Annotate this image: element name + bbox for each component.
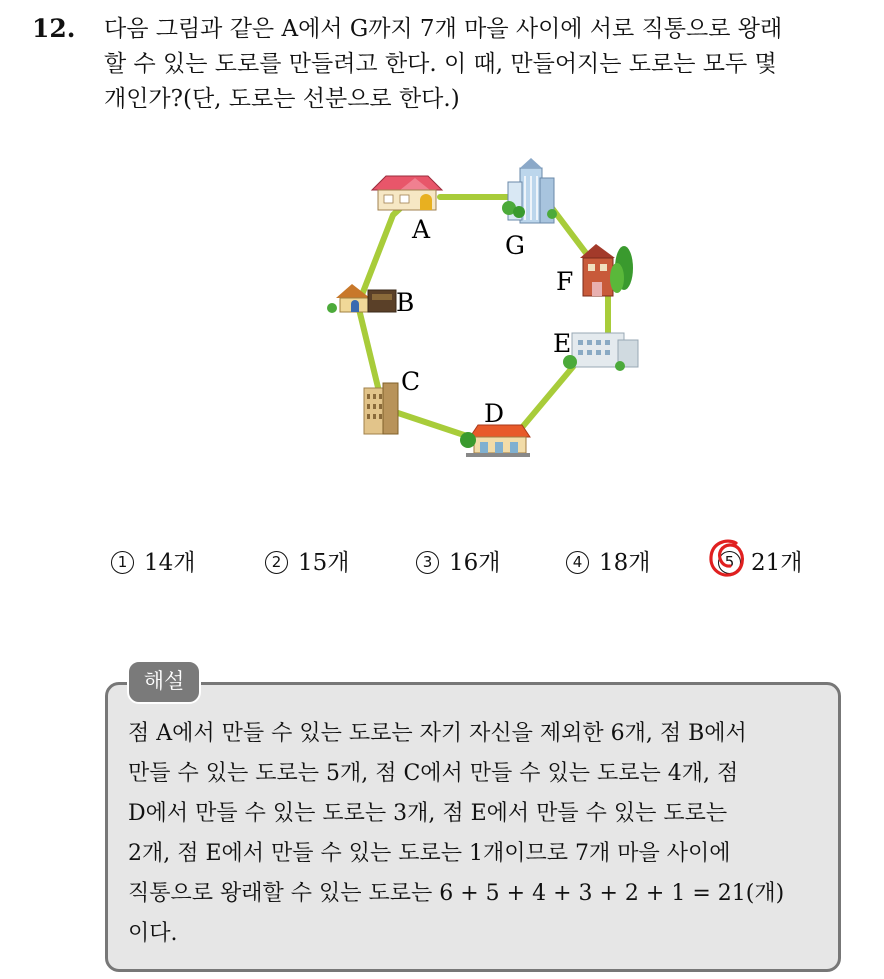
choice-text: 16개 [449, 550, 501, 576]
village-c-label: C [401, 367, 421, 396]
village-f-label: F [556, 267, 574, 296]
choice-text: 21개 [751, 550, 803, 576]
village-a-label: A [412, 215, 431, 244]
answer-choices [0, 540, 884, 580]
solution-line: 점 A에서 만들 수 있는 도로는 자기 자신을 제외한 6개, 점 B에서 [128, 721, 747, 746]
village-c-building-icon [364, 383, 398, 434]
question-line: 다음 그림과 같은 A에서 G까지 7개 마을 사이에 서로 직통으로 왕래 [104, 16, 783, 42]
solution-line: 만들 수 있는 도로는 5개, 점 C에서 만들 수 있는 도로는 4개, 점 [128, 761, 739, 786]
choice-number-icon: 1 [111, 551, 134, 574]
solution-text [128, 714, 828, 954]
choice-number-icon: 2 [265, 551, 288, 574]
choice-number-icon: 5 [718, 551, 741, 574]
village-d-house-icon [460, 425, 530, 457]
solution-line: D에서 만들 수 있는 도로는 3개, 점 E에서 만들 수 있는 도로는 [128, 801, 728, 826]
village-road-figure [300, 150, 660, 470]
village-d-label: D [484, 399, 505, 428]
village-e-label: E [553, 329, 572, 358]
choice-text: 18개 [599, 550, 651, 576]
question-line: 할 수 있는 도로를 만들려고 한다. 이 때, 만들어지는 도로는 모두 몇 [104, 51, 777, 77]
village-e-building-icon [563, 333, 638, 371]
village-a-house-icon [372, 176, 442, 210]
answer-circle-mark-icon [706, 537, 750, 581]
choice-3[interactable] [416, 544, 501, 577]
choice-4[interactable] [566, 544, 651, 577]
choice-number-icon: 4 [566, 551, 589, 574]
choice-1[interactable] [111, 544, 196, 577]
choice-number-icon: 3 [416, 551, 439, 574]
choice-2[interactable] [265, 544, 350, 577]
village-g-building-icon [502, 158, 557, 223]
solution-line: 직통으로 왕래할 수 있는 도로는 6 + 5 + 4 + 3 + 2 + 1 = 21(개) [128, 881, 785, 906]
solution-tab: 해설 [127, 660, 201, 704]
question-line: 개인가?(단, 도로는 선분으로 한다.) [104, 86, 460, 112]
choice-text: 15개 [298, 550, 350, 576]
solution-line: 2개, 점 E에서 만들 수 있는 도로는 1개이므로 7개 마을 사이에 [128, 841, 731, 866]
village-f-house-icon [580, 244, 633, 296]
question-number: 12. [32, 14, 76, 43]
choice-text: 14개 [144, 550, 196, 576]
solution-line: 이다. [128, 921, 178, 946]
village-g-label: G [505, 231, 525, 260]
question-text [104, 12, 864, 117]
village-b-label: B [396, 288, 415, 317]
